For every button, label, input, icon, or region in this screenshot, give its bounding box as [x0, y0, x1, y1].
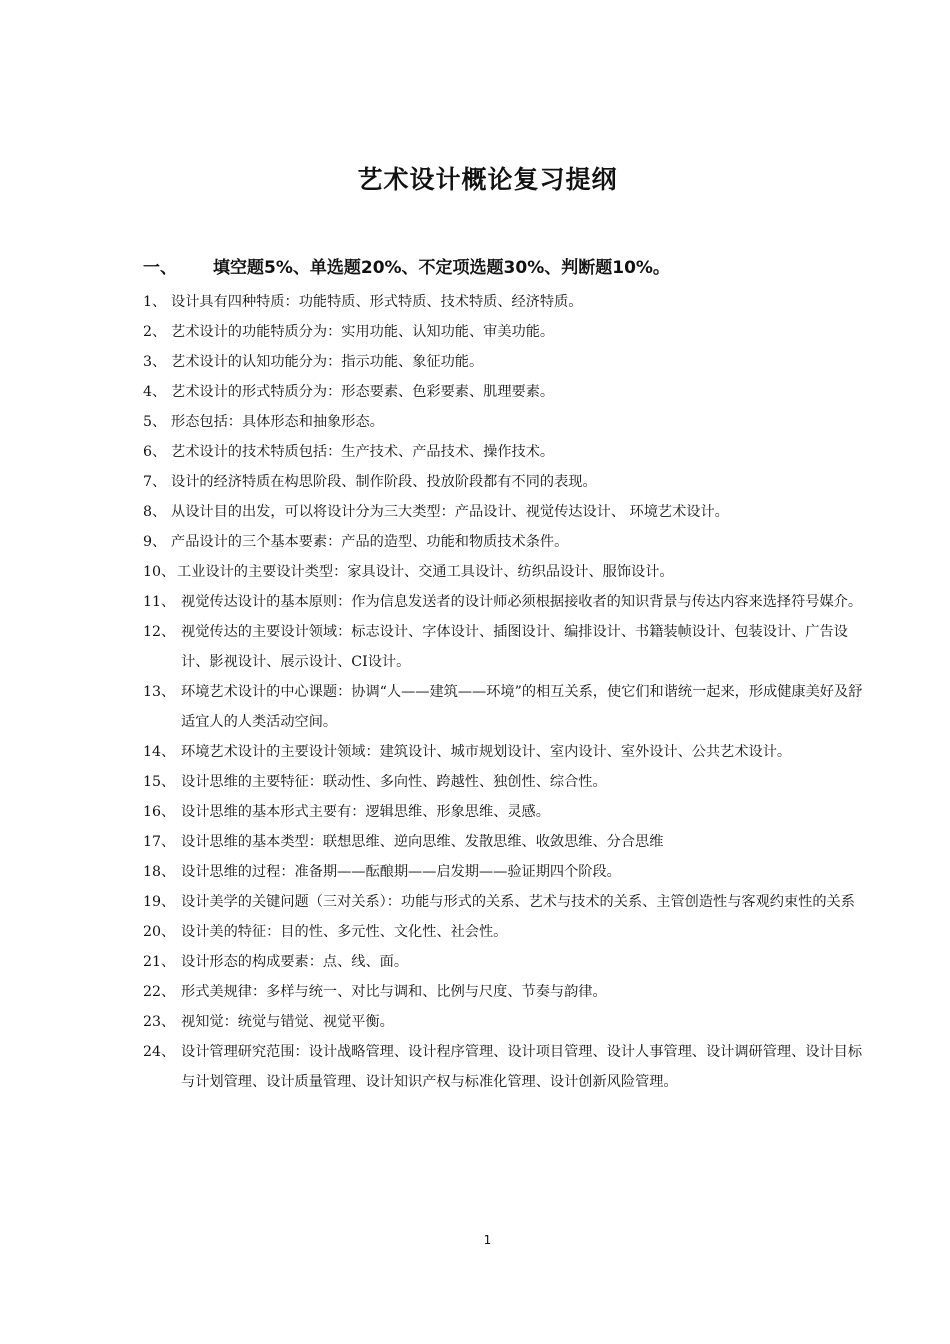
section-number: 一、 — [143, 258, 177, 278]
list-item — [143, 497, 873, 527]
list-item — [143, 857, 873, 887]
list-item-number: 13、 — [143, 684, 176, 700]
list-item-text: 产品设计的三个基本要素：产品的造型、功能和物质技术条件。 — [171, 534, 569, 550]
list-item-text: 艺术设计的形式特质分为：形态要素、色彩要素、肌理要素。 — [171, 384, 555, 400]
list-item-text: 设计管理研究范围：设计战略管理、设计程序管理、设计项目管理、设计人事管理、设计调研管理、设计目标与计划管理、设计质量管理、设计知识产权与标准化管理、设计创新风险管理。 — [181, 1044, 863, 1090]
list-item-text: 艺术设计的技术特质包括：生产技术、产品技术、操作技术。 — [171, 444, 555, 460]
list-item-text: 设计美学的关键问题（三对关系）：功能与形式的关系、艺术与技术的关系、主管创造性与客观约束性的关系 — [181, 894, 855, 910]
section-heading — [143, 253, 670, 278]
list-item-text: 设计思维的过程：准备期——酝酿期——启发期——验证期四个阶段。 — [181, 864, 621, 880]
list-item-text: 视觉传达设计的基本原则：作为信息发送者的设计师必须根据接收者的知识背景与传达内容来选择符号媒介。 — [181, 594, 863, 610]
list-item — [143, 827, 873, 857]
list-item-number: 15、 — [143, 774, 176, 790]
list-item — [143, 317, 873, 347]
list-item-number: 21、 — [143, 954, 176, 970]
list-item — [143, 527, 873, 557]
list-item-number: 9、 — [143, 534, 167, 550]
list-item-number: 22、 — [143, 984, 176, 1000]
list-item-number: 6、 — [143, 444, 167, 460]
list-item — [143, 887, 873, 917]
list-item — [143, 767, 873, 797]
document-title: 艺术设计概论复习提纲 — [357, 165, 618, 194]
list-item-text: 艺术设计的认知功能分为：指示功能、象征功能。 — [171, 354, 484, 370]
list-item-text: 设计思维的基本类型：联想思维、逆向思维、发散思维、收敛思维、分合思维 — [181, 834, 664, 850]
list-item-text: 艺术设计的功能特质分为：实用功能、认知功能、审美功能。 — [171, 324, 555, 340]
list-item-text: 设计思维的基本形式主要有：逻辑思维、形象思维、灵感。 — [181, 804, 550, 820]
list-item-number: 17、 — [143, 834, 176, 850]
list-item-number: 5、 — [143, 414, 167, 430]
list-item-number: 18、 — [143, 864, 176, 880]
page-number: 1 — [483, 1233, 492, 1247]
list-item-number: 14、 — [143, 744, 176, 760]
list-item-text: 从设计目的出发，可以将设计分为三大类型：产品设计、视觉传达设计、 环境艺术设计。 — [171, 504, 729, 520]
list-item-text: 形式美规律：多样与统一、对比与调和、比例与尺度、节奏与韵律。 — [181, 984, 607, 1000]
list-item — [143, 917, 873, 947]
list-item — [143, 617, 873, 677]
list-item — [143, 797, 873, 827]
list-item-number: 4、 — [143, 384, 167, 400]
list-item-text: 环境艺术设计的中心课题：协调“人——建筑——环境”的相互关系，使它们和谐统一起来，形成健康美好及舒适宜人的人类活动空间。 — [181, 684, 863, 730]
list-item-number: 16、 — [143, 804, 176, 820]
list-item — [143, 737, 873, 767]
list-item-text: 设计美的特征：目的性、多元性、文化性、社会性。 — [181, 924, 508, 940]
list-item — [143, 1007, 873, 1037]
list-item-text: 设计形态的构成要素：点、线、面。 — [181, 954, 409, 970]
list-item — [143, 347, 873, 377]
list-item-number: 19、 — [143, 894, 176, 910]
list-item — [143, 437, 873, 467]
list-item — [143, 467, 873, 497]
list-item-number: 3、 — [143, 354, 167, 370]
list-item-text: 设计思维的主要特征：联动性、多向性、跨越性、独创性、综合性。 — [181, 774, 607, 790]
list-item-number: 10、 — [143, 564, 176, 580]
list-item — [143, 677, 873, 737]
list-item-text: 设计具有四种特质：功能特质、形式特质、技术特质、经济特质。 — [171, 294, 583, 310]
list-item — [143, 947, 873, 977]
list-item-number: 8、 — [143, 504, 167, 520]
list-item-text: 工业设计的主要设计类型：家具设计、交通工具设计、纺织品设计、服饰设计。 — [177, 564, 674, 580]
list-item — [143, 587, 873, 617]
list-item — [143, 407, 873, 437]
list-item-number: 1、 — [143, 294, 167, 310]
list-item-number: 12、 — [143, 624, 176, 640]
list-item — [143, 977, 873, 1007]
list-item-number: 24、 — [143, 1044, 176, 1060]
list-item-text: 视觉传达的主要设计领域：标志设计、字体设计、插图设计、编排设计、书籍装帧设计、包装设计、广告设计、影视设计、展示设计、CI设计。 — [181, 624, 848, 670]
list-item-text: 环境艺术设计的主要设计领域：建筑设计、城市规划设计、室内设计、室外设计、公共艺术设计。 — [181, 744, 792, 760]
list-item — [143, 287, 873, 317]
list-item — [143, 557, 873, 587]
list-item-text: 形态包括：具体形态和抽象形态。 — [171, 414, 384, 430]
list-item-text: 设计的经济特质在构思阶段、制作阶段、投放阶段都有不同的表现。 — [171, 474, 597, 490]
list-item-number: 23、 — [143, 1014, 176, 1030]
list-item — [143, 377, 873, 407]
section-text: 填空题5%、单选题20%、不定项选题30%、判断题10%。 — [213, 258, 670, 278]
outline-list — [143, 287, 873, 1097]
list-item-text: 视知觉：统觉与错觉、视觉平衡。 — [181, 1014, 394, 1030]
list-item-number: 7、 — [143, 474, 167, 490]
list-item-number: 11、 — [143, 594, 176, 610]
list-item-number: 2、 — [143, 324, 167, 340]
list-item-number: 20、 — [143, 924, 176, 940]
list-item — [143, 1037, 873, 1097]
